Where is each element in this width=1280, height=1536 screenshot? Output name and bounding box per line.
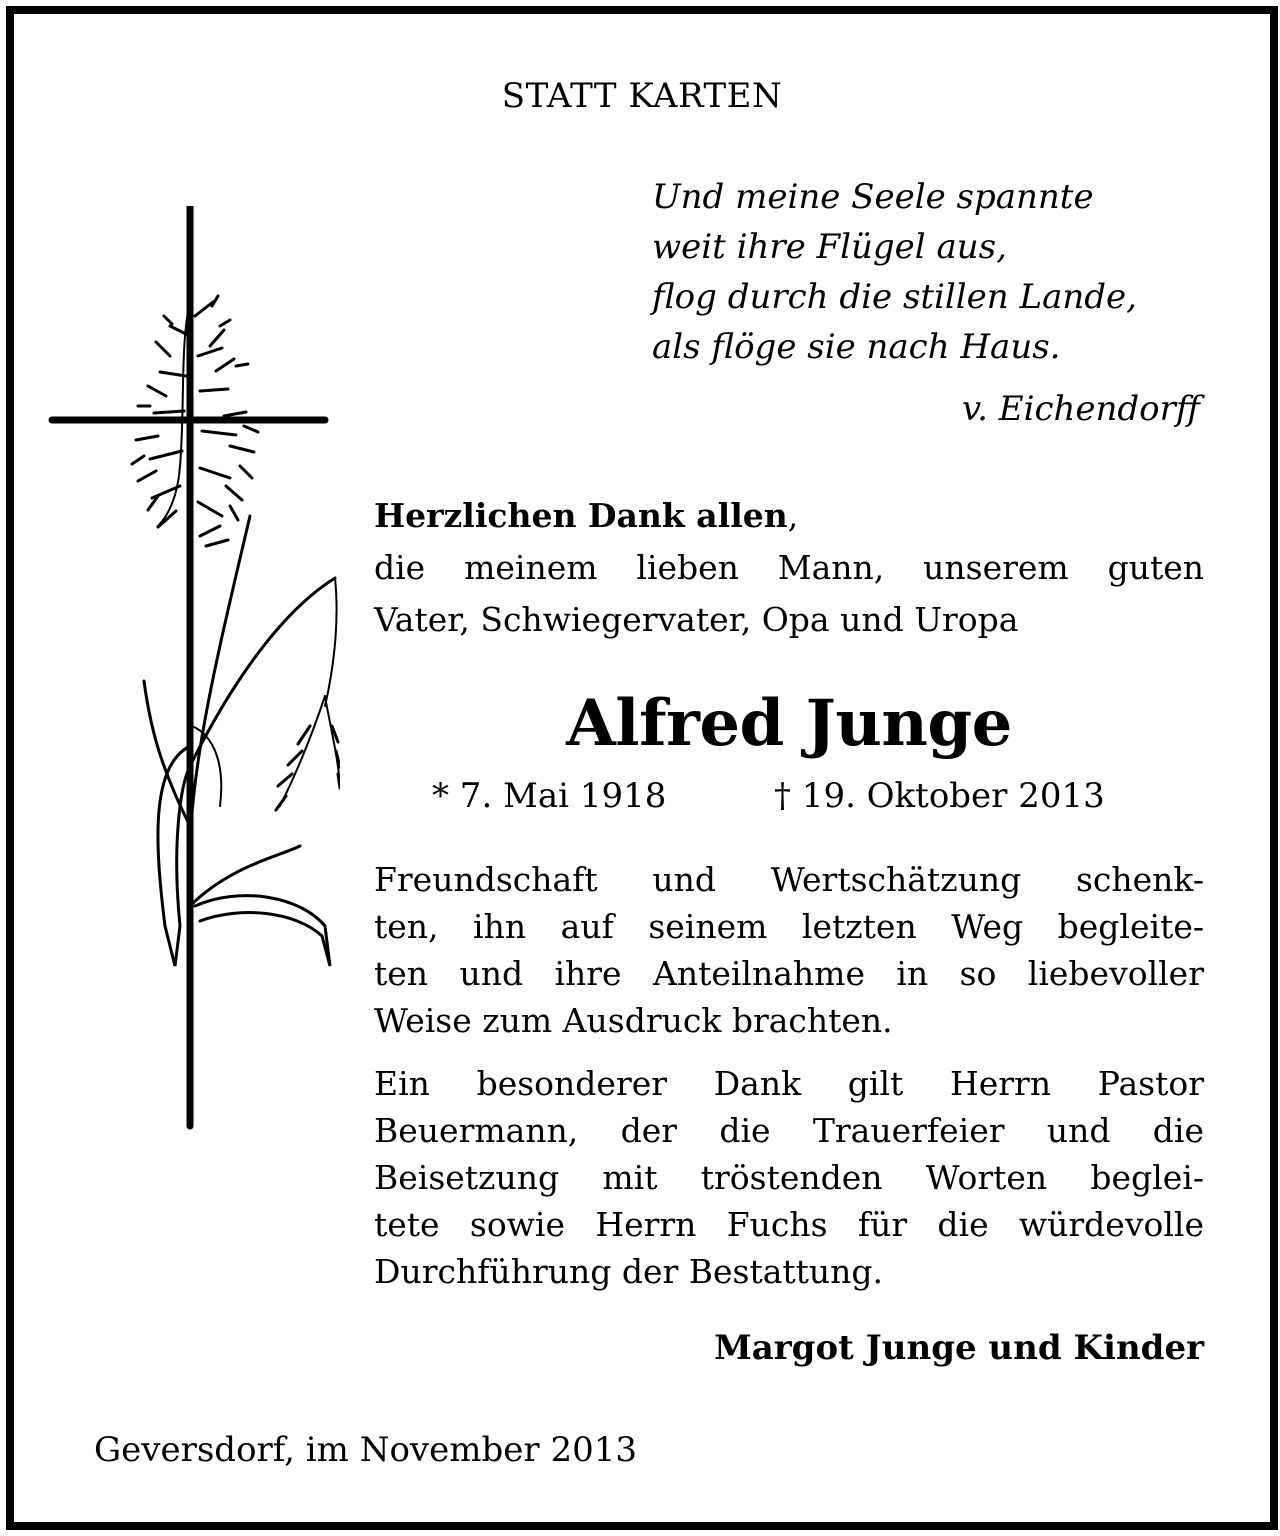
paragraph-line: tete sowie Herrn Fuchs für die würdevolle [374,1205,1204,1244]
place-date-footer: Geversdorf, im November 2013 [94,1430,637,1470]
signature: Margot Junge und Kinder [714,1328,1204,1368]
obituary-notice [6,6,1278,1530]
thanks-lead: Herzlichen Dank allen [374,496,788,535]
paragraph-line: Freundschaft und Wertschätzung schenk- [374,860,1204,899]
thanks-lead-line [374,490,1204,542]
paragraph-line: Beuermann, der die Trauerfeier und die [374,1111,1204,1150]
paragraph-line: Ein besonderer Dank gilt Herrn Pastor [374,1064,1204,1103]
paragraph-line: ten und ihre Anteilnahme in so liebevoller [374,954,1204,993]
death-date: † 19. Oktober 2013 [774,776,1105,816]
poem-line: weit ihre Flügel aus, [652,227,1007,267]
poem-line: flog durch die stillen Lande, [652,277,1137,317]
gratitude-paragraph [374,856,1204,1044]
special-thanks-paragraph [374,1060,1204,1295]
paragraph-line: Weise zum Ausdruck brachten. [374,1001,893,1040]
thanks-line: Vater, Schwiegervater, Opa und Uropa [374,600,1019,639]
thanks-lead-suffix: , [787,496,799,535]
birth-date: * 7. Mai 1918 [432,776,667,816]
thanks-line: die meinem lieben Mann, unserem guten [374,548,1204,587]
deceased-name: Alfred Junge [566,686,1012,761]
cross-with-grass-icon [40,206,340,1136]
thanks-intro [374,490,1204,646]
poem [652,172,1212,372]
paragraph-line: Durchführung der Bestattung. [374,1252,884,1291]
paragraph-line: ten, ihn auf seinem letzten Weg begleite- [374,907,1204,946]
poem-author: v. Eichendorff [961,389,1200,429]
poem-line: Und meine Seele spannte [652,177,1094,217]
paragraph-line: Beisetzung mit tröstenden Worten beglei- [374,1158,1204,1197]
poem-line: als flöge sie nach Haus. [652,327,1061,367]
header-title: STATT KARTEN [501,76,783,116]
